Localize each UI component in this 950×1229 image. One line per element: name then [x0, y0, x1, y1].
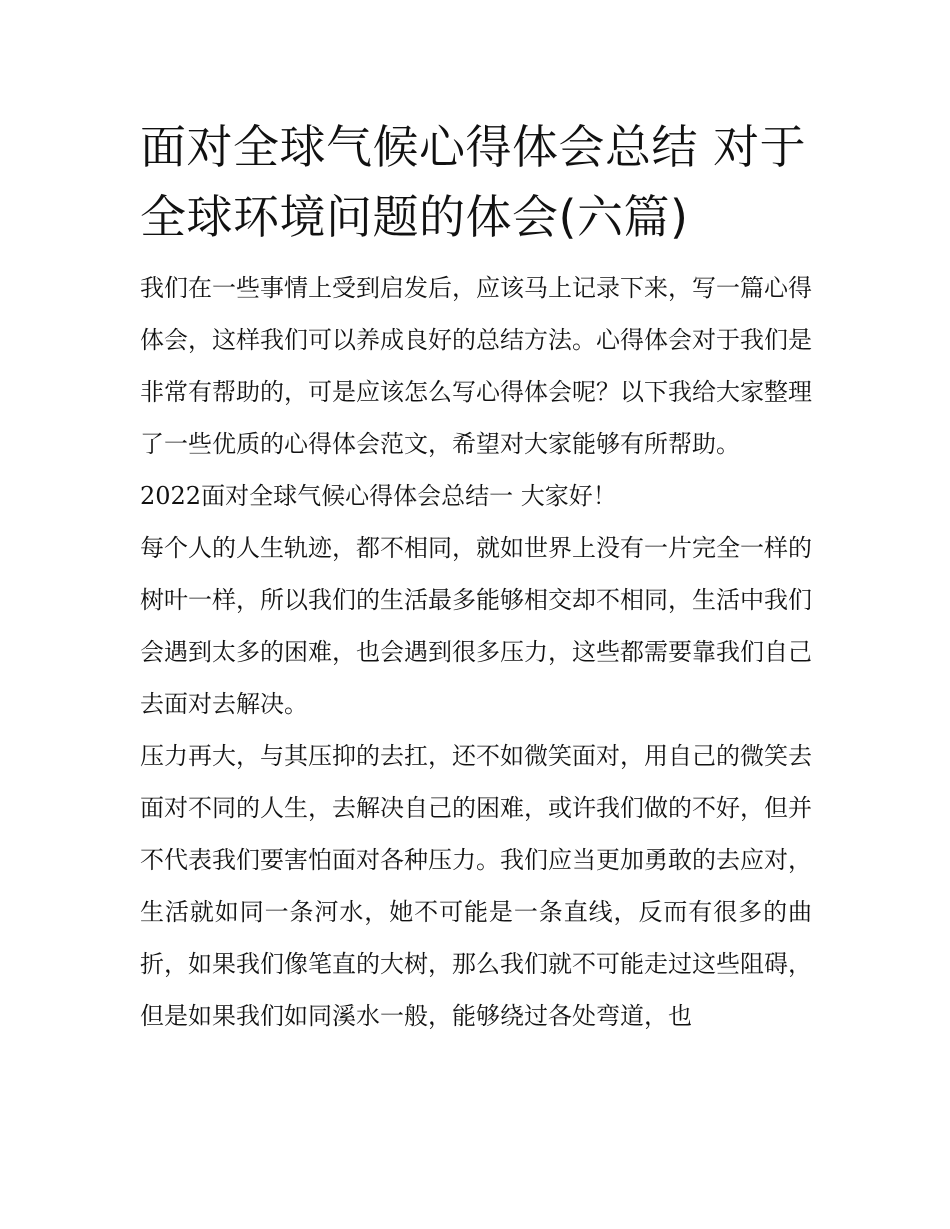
body-paragraph: 每个人的人生轨迹，都不相同，就如世界上没有一片完全一样的树叶一样，所以我们的生活最多能够相交却不相同，生活中我们会遇到太多的困难，也会遇到很多压力，这些都需要靠我们自己去面对去解决。 — [140, 534, 812, 718]
body-paragraph: 压力再大，与其压抑的去扛，还不如微笑面对，用自己的微笑去面对不同的人生，去解决自己的困难，或许我们做的不好，但并不代表我们要害怕面对各种压力。我们应当更加勇敢的去应对，生活就如同一条河水，她不可能是一条直线，反而有很多的曲折，如果我们像笔直的大树，那么我们就不可能走过这些阻碍，但是如果我们如同溪水一般，能够绕过各处弯道，也 — [140, 742, 812, 1030]
intro-paragraph: 我们在一些事情上受到启发后，应该马上记录下来，写一篇心得体会，这样我们可以养成良好的总结方法。心得体会对于我们是非常有帮助的，可是应该怎么写心得体会呢？以下我给大家整理了一些优质的心得体会范文，希望对大家能够有所帮助。 — [140, 274, 812, 458]
document-title: 面对全球气候心得体会总结 对于全球环境问题的体会(六篇) — [140, 120, 807, 244]
document-body — [140, 112, 812, 1042]
section-heading: 2022面对全球气候心得体会总结一 大家好！ — [140, 482, 617, 510]
